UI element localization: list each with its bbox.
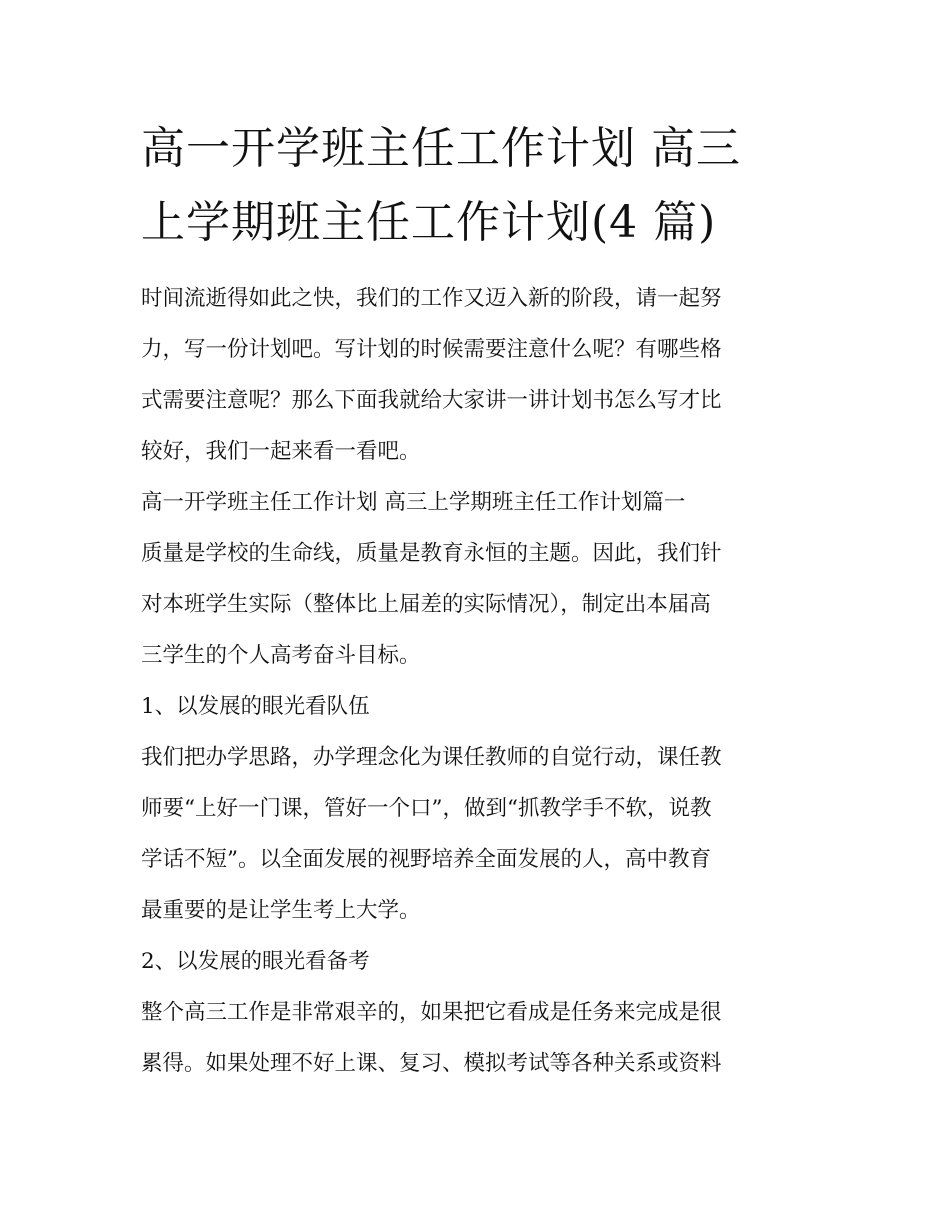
text-line: 累得。如果处理不好上课、复习、模拟考试等各种关系或资料 (141, 1051, 722, 1076)
text-line: 时间流逝得如此之快，我们的工作又迈入新的阶段，请一起努 (141, 286, 722, 311)
text-line: 师要“上好一门课，管好一个口”，做到“抓教学手不软，说教 (141, 796, 712, 821)
text-line: 式需要注意呢？那么下面我就给大家讲一讲计划书怎么写才比 (141, 388, 722, 413)
text-line: 力，写一份计划吧。写计划的时候需要注意什么呢？有哪些格 (141, 337, 722, 362)
paragraph-quality (141, 528, 821, 681)
text-line: 三学生的个人高考奋斗目标。 (141, 643, 421, 668)
title-line: 上学期班主任工作计划(4 篇) (141, 197, 717, 248)
text-line: 学话不短”。以全面发展的视野培养全面发展的人，高中教育 (141, 847, 711, 872)
text-line: 质量是学校的生命线，质量是教育永恒的主题。因此，我们针 (141, 541, 722, 566)
intro-paragraph (141, 273, 821, 477)
text-line: 我们把办学思路，办学理念化为课任教师的自觉行动，课任教 (141, 745, 722, 770)
text-line: 较好，我们一起来看一看吧。 (141, 439, 421, 464)
text-line: 最重要的是让学生考上大学。 (141, 898, 421, 923)
title-line: 高一开学班主任工作计划 高三 (141, 123, 741, 174)
document-body (141, 273, 821, 1089)
paragraph-team (141, 732, 821, 936)
paragraph-exam-prep (141, 987, 821, 1089)
text-line: 整个高三工作是非常艰辛的，如果把它看成是任务来完成是很 (141, 1000, 722, 1025)
point-heading-1: 1、以发展的眼光看队伍 (141, 694, 370, 719)
text-line: 对本班学生实际（整体比上届差的实际情况），制定出本届高 (141, 592, 711, 617)
section-title: 高一开学班主任工作计划 高三上学期班主任工作计划篇一 (141, 490, 686, 515)
document-title (141, 112, 821, 260)
point-heading-2: 2、以发展的眼光看备考 (141, 949, 370, 974)
